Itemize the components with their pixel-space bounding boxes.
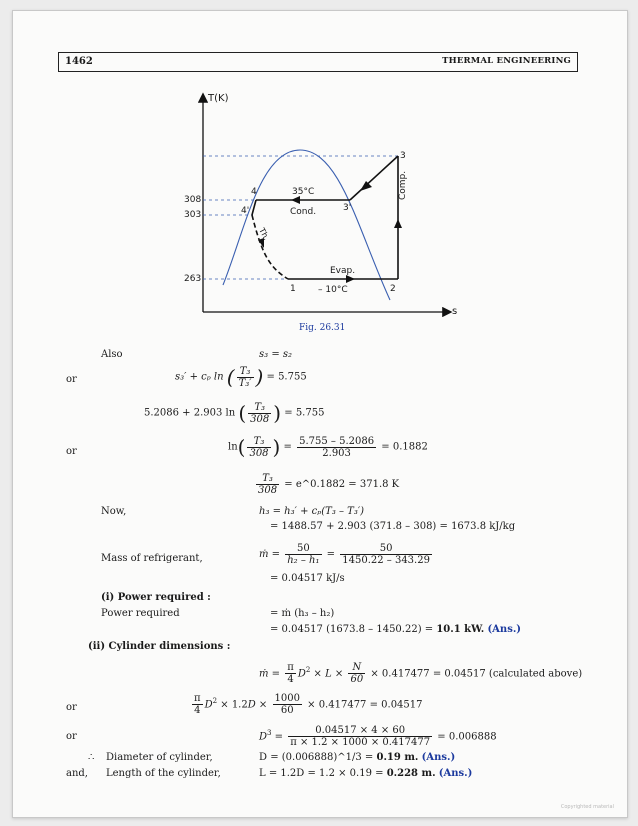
and-label: and, [66,768,88,779]
or-label-1: or [66,374,77,385]
point-1: 1 [290,284,296,294]
or-label-3: or [66,702,77,713]
eq3: 5.2086 + 2.903 ln ( $\frac{\text{T₃}}{308}$ ) = 5.755 [144,401,325,425]
length-eq: L = 1.2D = 1.2 × 0.19 = 0.228 m. (Ans.) [259,768,473,779]
power-label: Power required [101,608,180,619]
y-axis-label: T(K) [208,93,229,104]
comp-label: Comp. [398,170,408,200]
h3-line-1: h₃ = h₃′ + cₚ(T₃ – T₃′) [259,506,365,517]
power-line-1: = ṁ (h₃ – h₂) [270,608,335,619]
diameter-eq: D = (0.006888)^1/3 = 0.19 m. (Ans.) [259,752,456,763]
point-4: 4 [251,187,257,197]
eq5: $\frac{\text{T₃}}{308}$ = e^0.1882 = 371.8 K [258,473,400,496]
s3-equals-s2: s₃ = s₂ [259,349,293,360]
x-axis-label: s [452,306,458,317]
eq4: ln( $\frac{\text{T₃}}{308}$ ) = $\frac{5.755 - 5.2086}{2.903}$ = 0.1882 [228,435,428,459]
temp-label-303: 303 [184,210,202,220]
power-heading: (i) Power required : [101,592,211,603]
watermark: Copyrighted material [560,804,614,810]
throttle-line [252,215,288,279]
point-3: 3 [400,151,406,161]
diameter-label: Diameter of cylinder, [106,752,213,763]
cylinder-heading: (ii) Cylinder dimensions : [88,641,231,652]
eq2: s₃′ + cₚ ln ( $\frac{\text{T₃}}{\text{T₃′}}$ ) = 5.755 [175,365,307,389]
length-label: Length of the cylinder, [106,768,221,779]
also-label: Also [101,349,123,360]
or-label-2: or [66,446,77,457]
temp-label-308: 308 [184,195,202,205]
mass-label: Mass of refrigerant, [101,553,203,564]
point-2: 2 [390,284,396,294]
cond-label: Cond. [290,207,317,217]
now-label: Now, [101,506,127,517]
book-title: THERMAL ENGINEERING [442,56,571,66]
power-line-2: = 0.04517 (1673.8 – 1450.22) = 10.1 kW. (Ans.) [270,624,522,635]
page-number: 1462 [65,56,93,67]
h3-line-2: = 1488.57 + 2.903 (371.8 – 308) = 1673.8 kJ/kg [270,521,516,532]
point-3-prime: 3' [343,203,352,213]
evap-label: Evap. [330,266,356,276]
d3-eq: $D^3$ = $\frac{0.04517 \times 4 \times 60}{\pi \times 1.2 \times 1000 \times 0.417477}$ = 0.006888 [259,725,497,749]
cylinder-eq-2: $\frac{\pi}{4}$ $D^2 \times 1.2D$ × $\frac{1000}{60}$ × 0.417477 = 0.04517 [194,693,423,717]
evap-temp-label: – 10°C [318,285,348,295]
point-4-prime: 4' [241,206,250,216]
mass-eq: ṁ = $\frac{50}{\text{h₂ – h₁}}$ = $\frac{50}{1450.22 - 343.29}$ [259,543,430,566]
therefore-symbol: ∴ [88,752,95,763]
cond-temp-label: 35°C [292,187,315,197]
figure-caption: Fig. 26.31 [299,323,346,333]
cylinder-eq: ṁ = $\frac{\pi}{4}$ $D^2 \times L$ × $\frac{N}{60}$ × 0.417477 = 0.04517 (calculated above) [259,662,583,686]
throttle-label: Th. [257,226,271,242]
or-label-4: or [66,731,77,742]
desuperheat-line [350,156,398,200]
mass-result: = 0.04517 kJ/s [270,573,345,584]
saturation-dome [223,150,390,300]
temp-label-263: 263 [184,274,202,284]
